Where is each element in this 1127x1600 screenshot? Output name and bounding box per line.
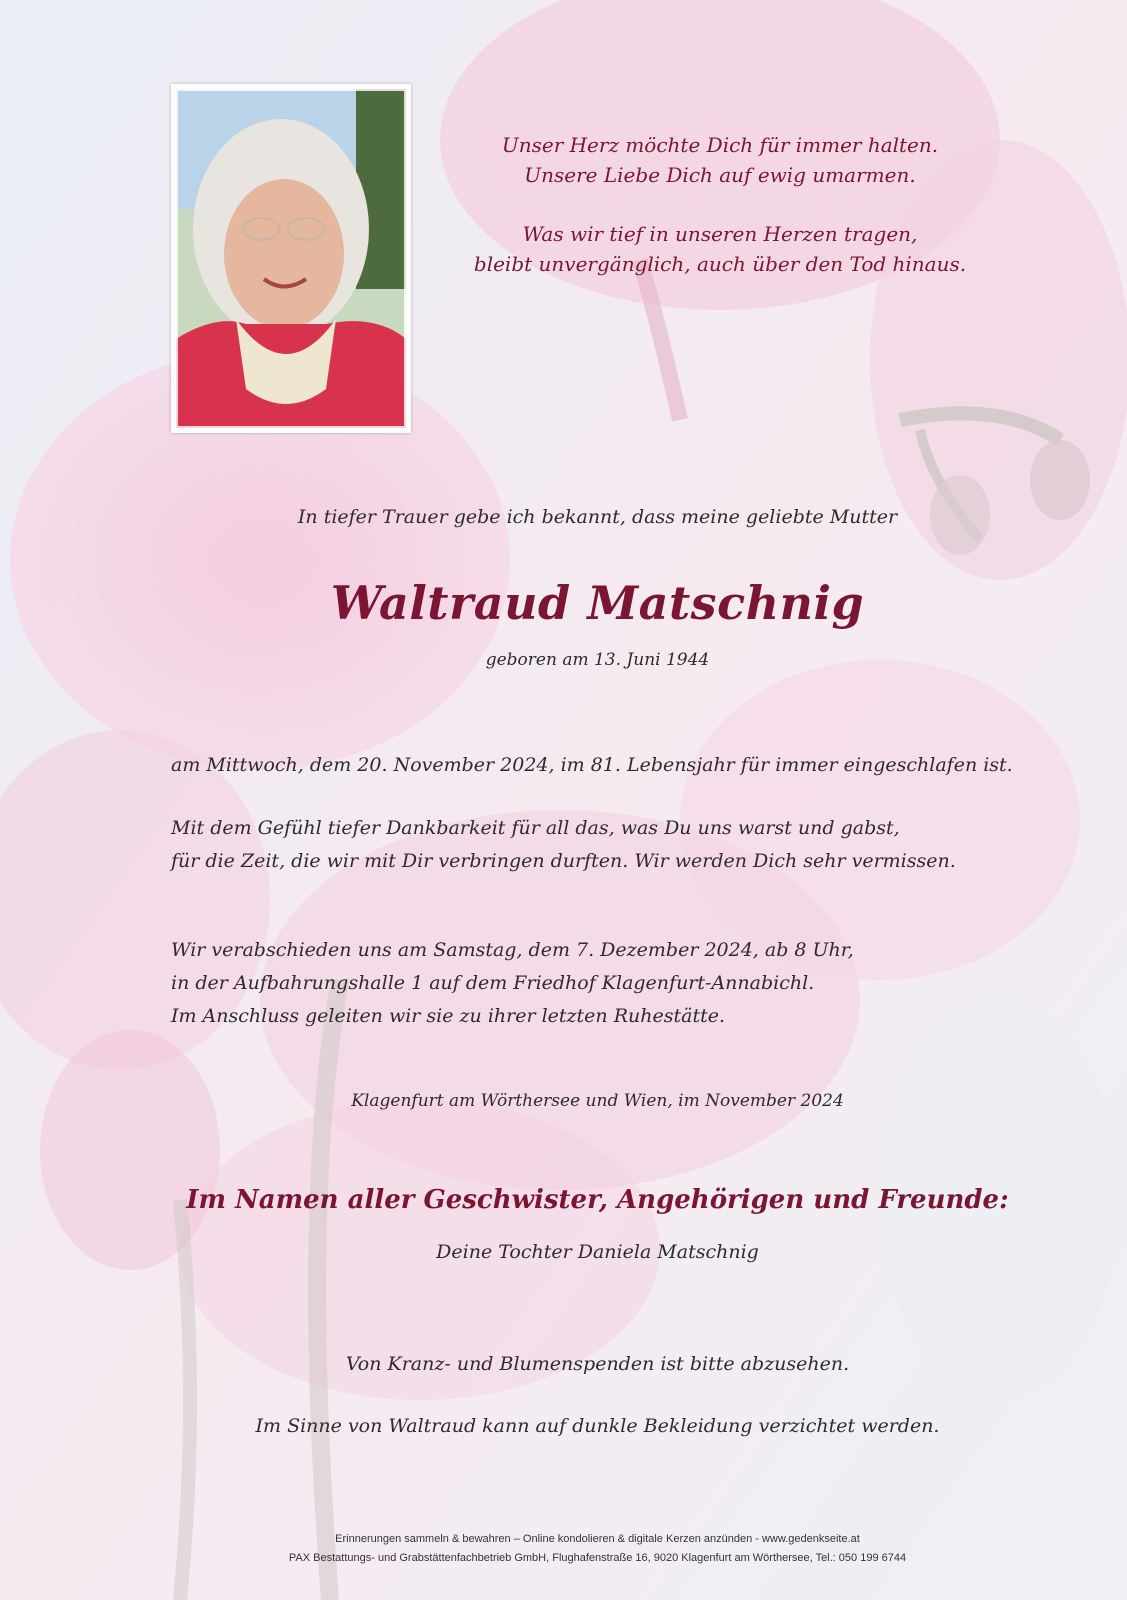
place-and-date: Klagenfurt am Wörthersee und Wien, im November 2024: [351, 1091, 844, 1111]
portrait-frame: [171, 84, 411, 433]
death-statement: am Mittwoch, dem 20. November 2024, im 81. Lebensjahr für immer eingeschlafen ist.: [171, 754, 1013, 776]
motto-line: Unser Herz möchte Dich für immer halten.: [501, 133, 939, 157]
deceased-name: Waltraud Matschnig: [330, 576, 865, 630]
daughter-signature: Deine Tochter Daniela Matschnig: [436, 1241, 759, 1263]
gratitude-line: für die Zeit, die wir mit Dir verbringen durften. Wir werden Dich sehr vermissen.: [171, 850, 956, 872]
motto-line: Was wir tief in unseren Herzen tragen,: [522, 222, 918, 246]
gratitude-paragraph: [171, 812, 1071, 878]
announcement-intro: In tiefer Trauer gebe ich bekannt, dass meine geliebte Mutter: [297, 506, 898, 528]
motto-line: Unsere Liebe Dich auf ewig umarmen.: [524, 163, 916, 187]
birth-date: geboren am 13. Juni 1944: [485, 650, 710, 670]
footer-company-line: PAX Bestattungs- und Grabstättenfachbetrieb GmbH, Flughafenstraße 16, 9020 Klagenfurt am Wörthersee, Tel.: 050 199 6744: [288, 1552, 907, 1564]
motto-stanza-1: [440, 130, 1000, 190]
farewell-line: in der Aufbahrungshalle 1 auf dem Friedhof Klagenfurt-Annabichl.: [171, 972, 815, 994]
clothing-note: Im Sinne von Waltraud kann auf dunkle Bekleidung verzichtet werden.: [255, 1415, 940, 1437]
farewell-line: Wir verabschieden uns am Samstag, dem 7. Dezember 2024, ab 8 Uhr,: [171, 939, 854, 961]
flowers-note: Von Kranz- und Blumenspenden ist bitte abzusehen.: [345, 1353, 850, 1375]
farewell-line: Im Anschluss geleiten wir sie zu ihrer letzten Ruhestätte.: [171, 1005, 725, 1027]
gratitude-line: Mit dem Gefühl tiefer Dankbarkeit für all das, was Du uns warst und gabst,: [171, 817, 900, 839]
motto-stanza-2: [440, 219, 1000, 279]
farewell-paragraph: [171, 934, 1071, 1033]
footer-website-line: Erinnerungen sammeln & bewahren – Online kondolieren & digitale Kerzen anzünden - www.gedenkseite.at: [335, 1533, 860, 1545]
mourners-heading: Im Namen aller Geschwister, Angehörigen und Freunde:: [186, 1185, 1009, 1215]
motto-line: bleibt unvergänglich, auch über den Tod hinaus.: [473, 252, 967, 276]
portrait-photo-icon: [176, 89, 406, 428]
